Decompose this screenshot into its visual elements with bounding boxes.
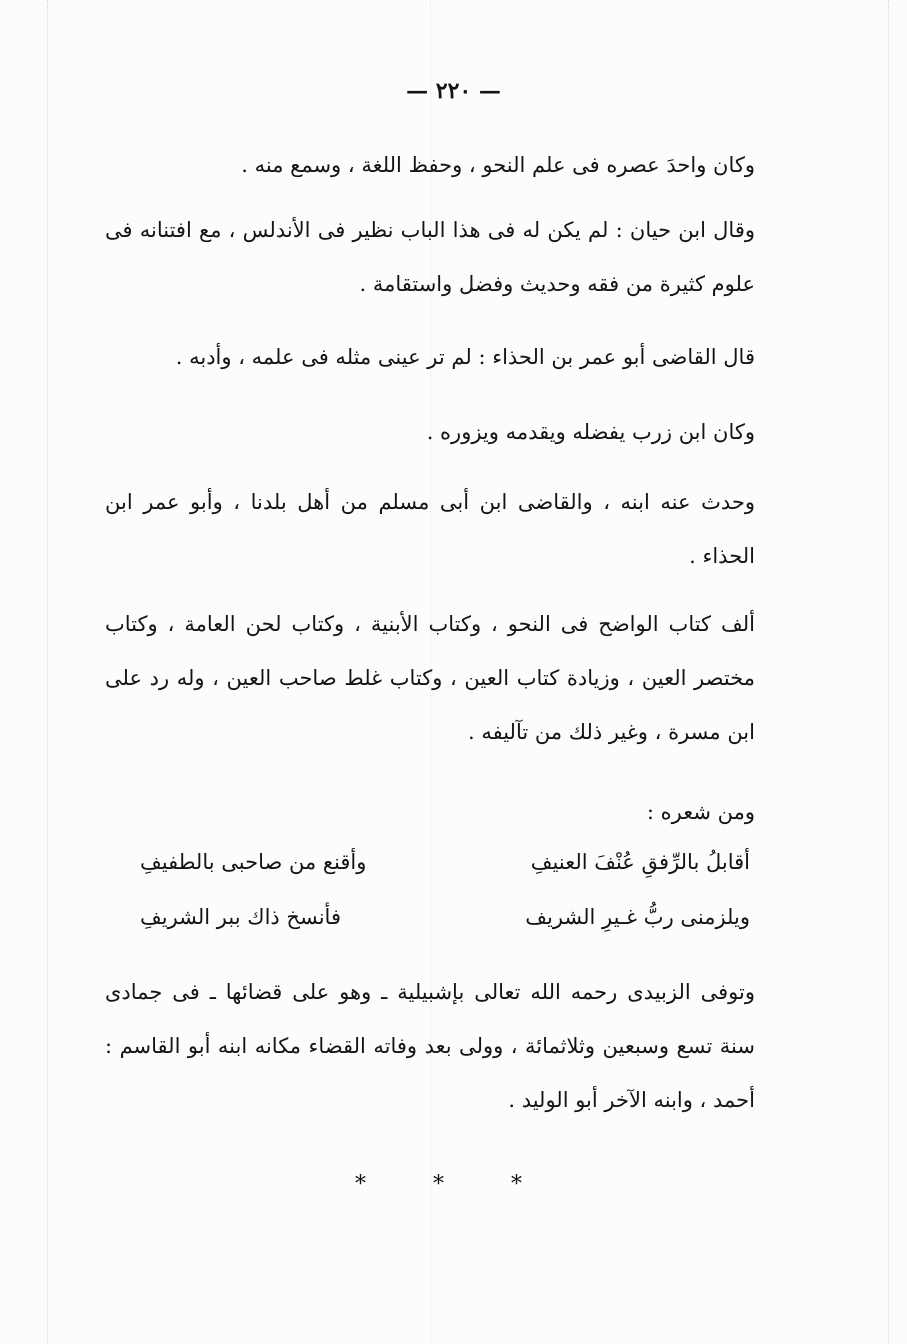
verse-second-hemistich: وأقنع من صاحبى بالطفيفِ — [140, 850, 367, 874]
paragraph: ألف كتاب الواضح فى النحو ، وكتاب الأبنية ، وكتاب لحن العامة ، وكتاب مختصر العين ، وزيادة كتاب العين ، وكتاب غلط صاحب العين ، وله رد على ابن مسرة ، وغير ذلك من تآليفه . — [105, 612, 755, 744]
page-number: — ٢٢٠ — — [406, 78, 501, 104]
paragraph: وكان ابن زرب يفضله ويقدمه ويزوره . — [426, 420, 755, 444]
scan-artifact-line — [47, 0, 48, 1344]
verse-second-hemistich: فأنسخ ذاك ببر الشريفِ — [140, 905, 341, 929]
scan-artifact-line — [888, 0, 889, 1344]
paragraph: وحدث عنه ابنه ، والقاضى ابن أبى مسلم من أهل بلدنا ، وأبو عمر ابن الحذاء . — [105, 490, 755, 568]
paragraph: وقال ابن حيان : لم يكن له فى هذا الباب نظير فى الأندلس ، مع افتنانه فى علوم كثيرة من فقه وحديث وفضل واستقامة . — [105, 218, 755, 296]
verse-first-hemistich: أقابلُ بالرِّفقِ عُنْفَ العنيفِ — [530, 850, 750, 874]
poem-verse — [140, 835, 750, 889]
paragraph: قال القاضى أبو عمر بن الحذاء : لم تر عينى مثله فى علمه ، وأدبه . — [175, 345, 755, 369]
poem-intro: ومن شعره : — [646, 800, 755, 824]
section-separator: * * * — [355, 1172, 552, 1197]
poem-verse — [140, 890, 750, 944]
paragraph: وتوفى الزبيدى رحمه الله تعالى بإشبيلية ـ وهو على قضائها ـ فى جمادى سنة تسع وسبعين وثلاثمائة ، وولى بعد وفاته القضاء مكانه ابنه أبو القاسم : أحمد ، وابنه الآخر أبو الوليد . — [105, 980, 755, 1112]
verse-first-hemistich: ويلزمنى ربُّ غـيرِ الشريف — [525, 905, 750, 929]
paragraph: وكان واحدَ عصره فى علم النحو ، وحفظ اللغة ، وسمع منه . — [241, 153, 755, 177]
